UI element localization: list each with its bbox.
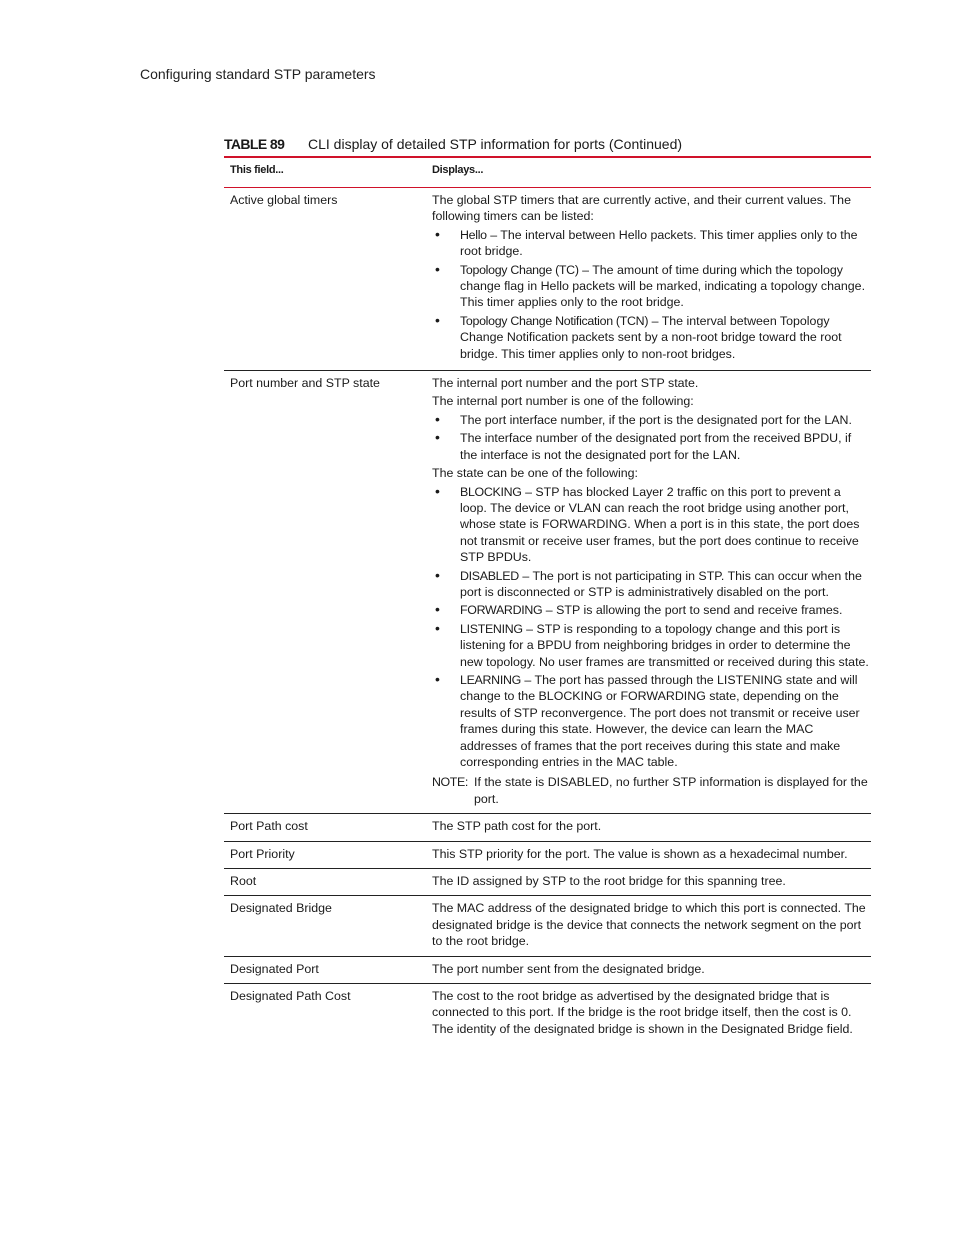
column-header-field: This field... bbox=[230, 164, 284, 176]
field-cell: Port number and STP state bbox=[230, 376, 380, 391]
item-text: – STP is responding to a topology change and this port is listening for a BPDU from neighboring bridges in order to determine the new topology. No user frames are transmitted or received during this state. bbox=[460, 621, 869, 669]
table-row-designated-bridge bbox=[224, 896, 871, 956]
field-cell: Designated Path Cost bbox=[230, 989, 351, 1004]
bullet-icon: • bbox=[435, 429, 440, 446]
description-cell: This STP priority for the port. The value is shown as a hexadecimal number. bbox=[432, 846, 848, 861]
table-row-root bbox=[224, 869, 871, 896]
note-label: NOTE: bbox=[432, 775, 468, 790]
bullet-icon: • bbox=[435, 482, 440, 499]
bullet-icon: • bbox=[435, 225, 440, 242]
table-row-port-state bbox=[224, 371, 871, 814]
field-cell: Designated Bridge bbox=[230, 901, 332, 916]
list-item bbox=[432, 262, 870, 311]
description-cell: The port number sent from the designated bridge. bbox=[432, 961, 705, 976]
timer-list bbox=[432, 227, 870, 362]
item-term: Topology Change Notification (TCN) bbox=[460, 313, 649, 328]
item-term: LEARNING bbox=[460, 672, 521, 687]
item-text: The port interface number, if the port is the designated port for the LAN. bbox=[460, 412, 852, 427]
list-item bbox=[432, 621, 870, 670]
description-cell: The ID assigned by STP to the root bridge for this spanning tree. bbox=[432, 874, 786, 889]
item-text: – STP has blocked Layer 2 traffic on this port to prevent a loop. The device or VLAN can reach the root bridge using another port, whose state is FORWARDING. When a port is in this state, the port does not transmit or receive user frames, but the port does continue to receive STP BPDUs. bbox=[460, 484, 860, 565]
table-row-designated-port bbox=[224, 957, 871, 984]
bullet-icon: • bbox=[435, 260, 440, 277]
table-caption bbox=[224, 136, 871, 152]
item-text: – STP is allowing the port to send and receive frames. bbox=[542, 603, 843, 618]
item-term: FORWARDING bbox=[460, 603, 543, 618]
item-text: The interface number of the designated port from the received BPDU, if the interface is not the designated port for the LAN. bbox=[460, 431, 852, 462]
bullet-icon: • bbox=[435, 619, 440, 636]
field-cell: Port Path cost bbox=[230, 819, 308, 834]
list-item bbox=[432, 227, 870, 260]
description-cell: The STP path cost for the port. bbox=[432, 819, 602, 834]
list-item bbox=[432, 412, 870, 428]
list-item bbox=[432, 568, 870, 601]
item-term: Topology Change (TC) bbox=[460, 262, 579, 277]
item-term: BLOCKING bbox=[460, 484, 522, 499]
port-number-list bbox=[432, 412, 870, 463]
field-cell: Root bbox=[230, 874, 257, 889]
item-text: – The port has passed through the LISTENING state and will change to the BLOCKING or FORWARDING state, depending on the results of STP reconvergence. The port does not transmit or receive user frames during this state. However, the device can learn the MAC addresses of frames that the port receives during this state and make corresponding entries in the MAC table. bbox=[460, 672, 860, 769]
table-number: TABLE 89 bbox=[224, 136, 285, 152]
item-term: LISTENING bbox=[460, 621, 523, 636]
description-paragraph: The internal port number is one of the following: bbox=[432, 394, 694, 409]
table-row-active-timers bbox=[224, 188, 871, 371]
note bbox=[432, 774, 870, 807]
item-term: DISABLED bbox=[460, 568, 519, 583]
field-cell: Port Priority bbox=[230, 846, 295, 861]
list-item bbox=[432, 672, 870, 770]
list-item bbox=[432, 430, 870, 463]
list-item bbox=[432, 484, 870, 566]
item-text: – The amount of time during which the topology change flag in Hello packets will be marked, indicating a topology change. This timer applies only to the root bridge. bbox=[460, 262, 866, 310]
column-header-displays: Displays... bbox=[432, 164, 484, 176]
table-row-port-priority bbox=[224, 842, 871, 869]
description-cell: The MAC address of the designated bridge to which this port is connected. The designated bridge is the device that connects the network segment on the port to the root bridge. bbox=[432, 901, 866, 949]
table-body bbox=[224, 188, 871, 1043]
list-item bbox=[432, 313, 870, 362]
bullet-icon: • bbox=[435, 566, 440, 583]
list-item bbox=[432, 602, 870, 618]
item-text: – The interval between Hello packets. This timer applies only to the root bridge. bbox=[460, 227, 858, 259]
table-row-port-path-cost bbox=[224, 814, 871, 841]
description-paragraph: The internal port number and the port STP state. bbox=[432, 376, 699, 391]
item-term: Hello bbox=[460, 227, 487, 242]
field-cell: Active global timers bbox=[230, 193, 338, 207]
description-intro: The global STP timers that are currently active, and their current values. The following timers can be listed: bbox=[432, 193, 851, 224]
bullet-icon: • bbox=[435, 410, 440, 427]
description-cell: The cost to the root bridge as advertised by the designated bridge that is connected to this port. If the bridge is the root bridge itself, then the cost is 0. The identity of the designated bridge is shown in the Designated Bridge field. bbox=[432, 989, 853, 1036]
description-paragraph: The state can be one of the following: bbox=[432, 466, 638, 481]
state-list bbox=[432, 484, 870, 771]
running-head: Configuring standard STP parameters bbox=[140, 66, 376, 82]
bullet-icon: • bbox=[435, 670, 440, 687]
field-cell: Designated Port bbox=[230, 961, 319, 976]
bullet-icon: • bbox=[435, 601, 440, 618]
description-cell bbox=[432, 374, 870, 807]
item-text: – The port is not participating in STP. This can occur when the port is disconnected or STP is administratively disabled on the port. bbox=[460, 568, 862, 599]
note-text: If the state is DISABLED, no further STP information is displayed for the port. bbox=[474, 775, 868, 806]
table-title: CLI display of detailed STP information for ports (Continued) bbox=[308, 136, 683, 152]
bullet-icon: • bbox=[435, 311, 440, 328]
table-header-row bbox=[224, 158, 871, 188]
table-row-designated-path-cost bbox=[224, 984, 871, 1043]
description-cell bbox=[432, 191, 870, 364]
item-text: – The interval between Topology Change Notification packets sent by a non-root bridge toward the root bridge. This timer applies only to non-root bridges. bbox=[460, 313, 842, 361]
